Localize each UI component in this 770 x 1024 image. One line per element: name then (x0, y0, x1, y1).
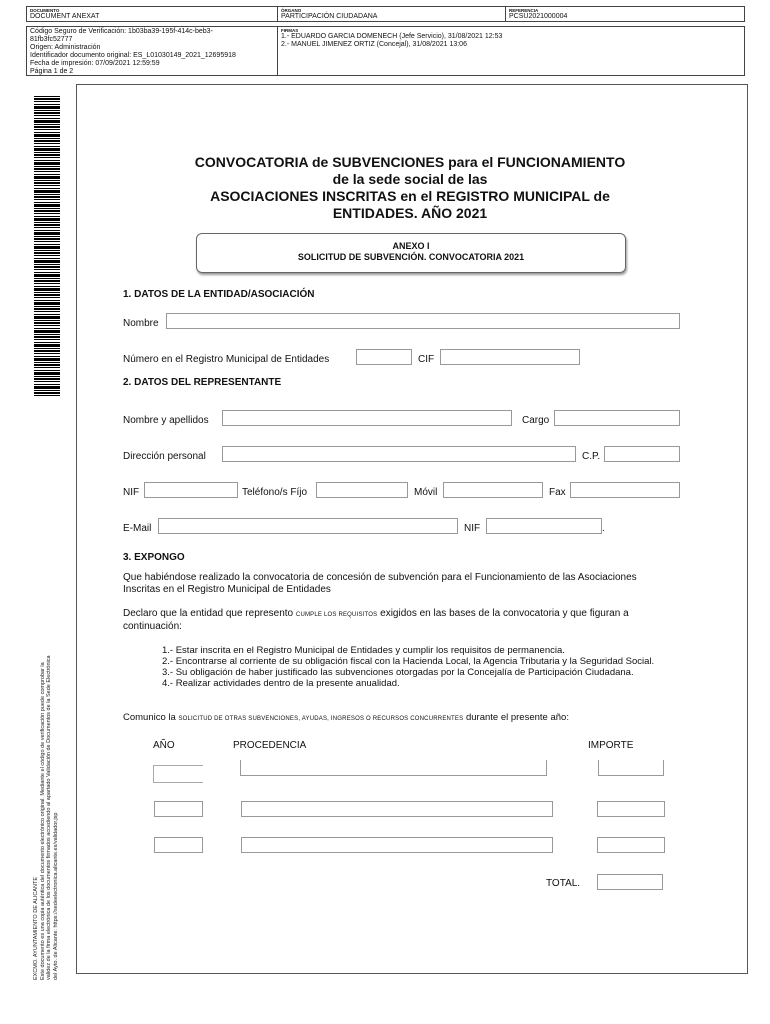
expongo-paragraph-1: Que habiéndose realizado la convocatoria de concesión de subvención para el Funcionamiento de las Asociaciones Inscritas en el Registro Municipal de Entidades (123, 572, 637, 595)
nif2-label: NIF (464, 523, 481, 534)
cif-field[interactable] (440, 349, 580, 365)
header-documento-value: DOCUMENT ANEXAT (30, 13, 100, 20)
procedencia-field-1[interactable] (240, 760, 547, 776)
document-title (140, 154, 680, 222)
telefono-label: Teléfono/s Fíjo (242, 487, 308, 498)
side-line: del Ayto. de Alicante: https://sedeelectronica.alicante.es/validador.jsp (52, 812, 59, 980)
anio-field-1[interactable] (153, 765, 203, 783)
csv-line: Código Seguro de Verificación: 1b03ba39-195f-414c-beb3- (30, 28, 213, 35)
header-firmas-caption: FIRMAS (281, 28, 299, 33)
section-3-heading: 3. EXPONGO (123, 552, 185, 563)
nombre-label: Nombre (123, 318, 159, 329)
nombre-apellidos-label: Nombre y apellidos (123, 415, 209, 426)
p2-smallcaps: CUMPLE LOS REQUISITOS (295, 612, 378, 618)
header-firmas (277, 26, 745, 76)
title-line: ASOCIACIONES INSCRITAS en el REGISTRO MUNICIPAL de (210, 188, 610, 204)
direccion-field[interactable] (222, 446, 576, 462)
procedencia-field-3[interactable] (241, 837, 553, 853)
cif-label: CIF (418, 354, 435, 365)
importe-field-2[interactable] (597, 801, 665, 817)
side-line: validez de la firma electrónica de los documentos firmados accediendo al apartado Validación de Documentos de la Sede Electrónica (46, 655, 53, 980)
procedencia-field-2[interactable] (241, 801, 553, 817)
barcode (34, 96, 60, 398)
header-documento (26, 6, 278, 22)
nif-label: NIF (123, 487, 140, 498)
header-organo-value: PARTICIPACIÓN CIUDADANA (281, 13, 378, 20)
list-item: 2.- Encontrarse al corriente de su obligación fiscal con la Hacienda Local, la Agencia Tributaria y la Seguridad Social. (162, 656, 655, 667)
direccion-label: Dirección personal (123, 451, 206, 462)
nombre-field[interactable] (166, 313, 680, 329)
cp-field[interactable] (604, 446, 680, 462)
total-field[interactable] (597, 874, 663, 890)
header-referencia-caption: REFERENCIA (509, 8, 539, 13)
header-organo-caption: ÓRGANO (281, 8, 302, 13)
p2-text-b: exigidos en las bases de la convocatoria y que figuran a continuación: (123, 608, 629, 632)
cargo-field[interactable] (554, 410, 680, 426)
col-anio-header: AÑO (153, 740, 175, 751)
fax-field[interactable] (570, 482, 680, 498)
expongo-paragraph-2 (123, 608, 663, 633)
list-item: 4.- Realizar actividades dentro de la presente anualidad. (162, 678, 400, 689)
total-label: TOTAL. (546, 878, 581, 889)
movil-label: Móvil (414, 487, 438, 498)
firma-line: 1.- EDUARDO GARCIA DOMENECH (Jefe Servicio), 31/08/2021 12:53 (281, 33, 503, 40)
movil-field[interactable] (443, 482, 543, 498)
section-2-heading: 2. DATOS DEL REPRESENTANTE (123, 377, 282, 388)
anexo-box (196, 233, 626, 273)
p3-text-b: durante el presente año: (463, 712, 569, 723)
title-line: de la sede social de las (332, 171, 488, 187)
header-documento-caption: DOCUMENTO (30, 8, 60, 13)
csv-line: Fecha de impresión: 07/09/2021 12:59:59 (30, 60, 160, 67)
p3-smallcaps: SOLICITUD DE OTRAS SUBVENCIONES, AYUDAS, INGRESOS O RECURSOS CONCURRENTES (178, 716, 464, 722)
csv-line: Página 1 de 2 (30, 68, 74, 75)
cargo-label: Cargo (522, 415, 550, 426)
expongo-paragraph-3 (123, 712, 663, 725)
side-line: EXCMO. AYUNTAMIENTO DE ALICANTE (33, 877, 39, 980)
nombre-apellidos-field[interactable] (222, 410, 512, 426)
cp-label: C.P. (582, 451, 601, 462)
firma-line: 2.- MANUEL JIMENEZ ORTIZ (Concejal), 31/08/2021 13:06 (281, 41, 467, 48)
anio-field-3[interactable] (154, 837, 203, 853)
anexo-subtitle: SOLICITUD DE SUBVENCIÓN. CONVOCATORIA 2021 (297, 252, 525, 262)
header-referencia-value: PCSU2021000004 (509, 13, 568, 20)
numero-registro-label: Número en el Registro Municipal de Entidades (123, 354, 330, 365)
list-item: 1.- Estar inscrita en el Registro Municipal de Entidades y cumplir los requisitos de permanencia. (162, 645, 565, 656)
col-importe-header: IMPORTE (588, 740, 634, 751)
importe-field-3[interactable] (597, 837, 665, 853)
numero-registro-field[interactable] (356, 349, 412, 365)
nif2-field[interactable] (486, 518, 602, 534)
col-procedencia-header: PROCEDENCIA (233, 740, 307, 751)
list-item: 3.- Su obligación de haber justificado las subvenciones otorgadas por la Concejalía de Participación Ciudadana. (162, 667, 634, 678)
section-1-heading: 1. DATOS DE LA ENTIDAD/ASOCIACIÓN (123, 289, 315, 300)
validation-side-text (33, 550, 59, 980)
fax-label: Fax (549, 487, 566, 498)
header-csv (26, 26, 278, 76)
telefono-field[interactable] (316, 482, 408, 498)
title-line: CONVOCATORIA de SUBVENCIONES para el FUNCIONAMIENTO (194, 154, 626, 170)
csv-line: Origen: Administración (30, 44, 101, 51)
p2-text-a: Declaro que la entidad que represento (123, 608, 296, 619)
anexo-title: ANEXO I (392, 241, 430, 251)
importe-field-1[interactable] (598, 760, 664, 776)
title-line: ENTIDADES. AÑO 2021 (332, 205, 488, 221)
csv-line: 81fb3fc52777 (30, 36, 73, 43)
requirements-list (162, 645, 662, 689)
header-organo (277, 6, 506, 22)
side-line: Este documento es una copia auténtica del documento electrónico original. Mediante el código de verificación puede comprobar la (39, 662, 46, 980)
nif-field[interactable] (144, 482, 238, 498)
csv-line: Identificador documento original: ES_L01030149_2021_12695918 (30, 52, 236, 59)
anio-field-2[interactable] (154, 801, 203, 817)
email-label: E-Mail (123, 523, 152, 534)
nif2-dot: . (602, 523, 605, 534)
header-referencia (505, 6, 745, 22)
p3-text-a: Comunico la (123, 712, 179, 723)
email-field[interactable] (158, 518, 458, 534)
